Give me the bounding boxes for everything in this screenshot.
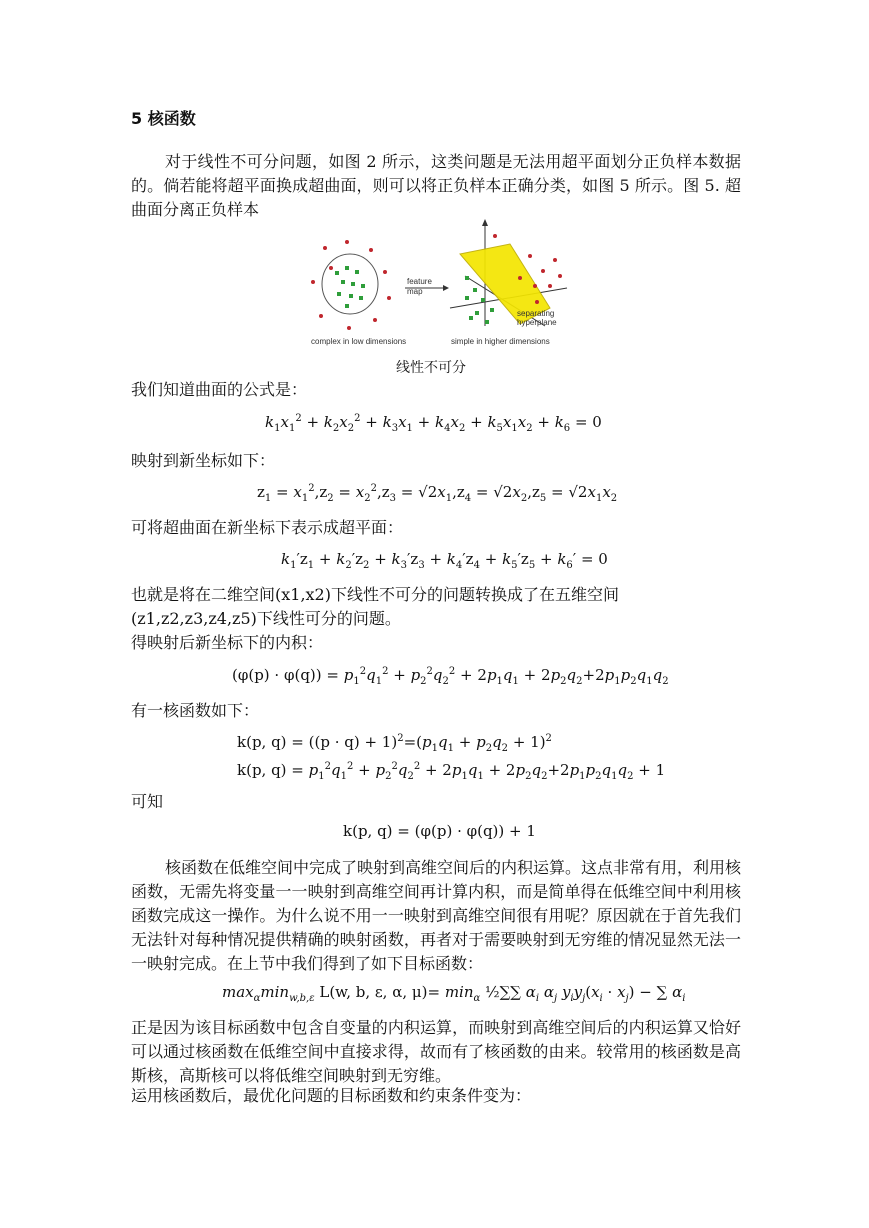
right-panel-label: simple in higher dimensions <box>451 337 550 346</box>
curve-formula-intro: 我们知道曲面的公式是： <box>131 380 308 399</box>
transform-line-2: (z1,z2,z3,z4,z5)下线性可分的问题。 <box>131 609 401 628</box>
final-line: 运用核函数后，最优化问题的目标函数和约束条件变为： <box>131 1086 532 1105</box>
hence-label: 可知 <box>131 792 164 811</box>
kernel-formula-1: k(p, $q) = ((p \cdot q) + 1)^2=(p_1q_1 + p_2q_2 + 1)^2$ <box>237 733 552 754</box>
hyperplane-formula: $k_1'z_1 + k_2'z_2 + k_3'z_3 + k_4'z_4 + k_5'z_5 + k_6' = 0$ <box>281 550 608 571</box>
plane-label-2: hyperplane <box>517 318 557 327</box>
kernel-paragraph: 核函数在低维空间中完成了映射到高维空间后的内积运算。这点非常有用，利用核函数，无需先将变量一一映射到高维空间再计算内积，而是简单得在低维空间中利用核函数完成这一操作。为什么说不用一一映射到高维空间很有用呢？原因就在于首先我们无法针对每种情况提供精确的映射函数，再者对于需要映射到无穷维的情况显然无法一一映射完成。在上节中我们得到了如下目标函数： <box>131 858 742 973</box>
low-dimension-plot <box>311 240 391 330</box>
plane-label-1: separating <box>517 309 555 318</box>
inner-product-intro: 得映射后新坐标下的内积： <box>131 633 324 652</box>
kernel-equivalence-formula: k(p, q) = (φ(p) · φ(q)) + 1 <box>343 822 536 840</box>
figure-caption: 线性不可分 <box>396 360 466 376</box>
transform-line-1: 也就是将在二维空间(x1,x2)下线性不可分的问题转换成了在五维空间 <box>131 585 619 604</box>
gaussian-kernel-paragraph: 正是因为该目标函数中包含自变量的内积运算，而映射到高维空间后的内积运算又恰好可以通过核函数在低维空间中直接求得，故而有了核函数的由来。较常用的核函数是高斯核，高斯核可以将低维空间映射到无穷维。 <box>131 1018 741 1085</box>
feature-map-figure <box>305 216 570 351</box>
curve-formula: $k_1x_1^2 + k_2x_2^2 + k_3x_1 + k_4x_2 + k_5x_1x_2 + k_6 = 0$ <box>265 413 602 434</box>
mapping-intro: 映射到新坐标如下： <box>131 451 276 470</box>
inner-product-formula: $(\varphi(p) \cdot \varphi(q)) = p_1^2q_1^2 + p_2^2q_2^2 + 2p_1q_1 + 2p_2q_2+2p_1p_2q_1q_2$ <box>232 666 669 687</box>
section-heading <box>131 106 196 129</box>
mapping-formula: $z_1 = x_1^2,z_2 = x_2^2,z_3 = √2x_1,z_4 = √2x_2,z_5 = √2x_1x_2$ <box>257 483 618 504</box>
negative-samples-left <box>335 266 365 308</box>
high-dimension-plot <box>450 219 567 327</box>
feature-map-arrow <box>405 277 449 296</box>
kernel-formula-2: k(p, $q) = p_1^2q_1^2 + p_2^2q_2^2 + 2p_1q_1 + 2p_2q_2+2p_1p_2q_1q_2 + 1$ <box>237 761 666 782</box>
left-panel-label: complex in low dimensions <box>311 337 407 346</box>
intro-paragraph: 对于线性不可分问题，如图 2 所示，这类问题是无法用超平面划分正负样本数据的。倘若能将超平面换成超曲面，则可以将正负样本正确分类，如图 5 所示。图 5. 超曲面分离正负样本 <box>131 152 741 219</box>
arrow-label-1: feature <box>407 277 432 286</box>
section-number: 5 <box>131 109 143 128</box>
section-title: 核函数 <box>147 109 196 128</box>
arrow-label-2: map <box>407 287 423 296</box>
kernel-intro: 有一核函数如下： <box>131 701 260 720</box>
plane-intro: 可将超曲面在新坐标下表示成超平面： <box>131 518 404 537</box>
objective-formula: $\max_\alpha\min_{w,b,\varepsilon}$ L(w, b, ε, α, $\mu)= \min_\alpha$ ½∑∑ $\alpha_i$ $\alpha_j$ $y_iy_j(x_i \cdot x_j)$ − ∑ $\alpha_i$ <box>222 983 686 1004</box>
